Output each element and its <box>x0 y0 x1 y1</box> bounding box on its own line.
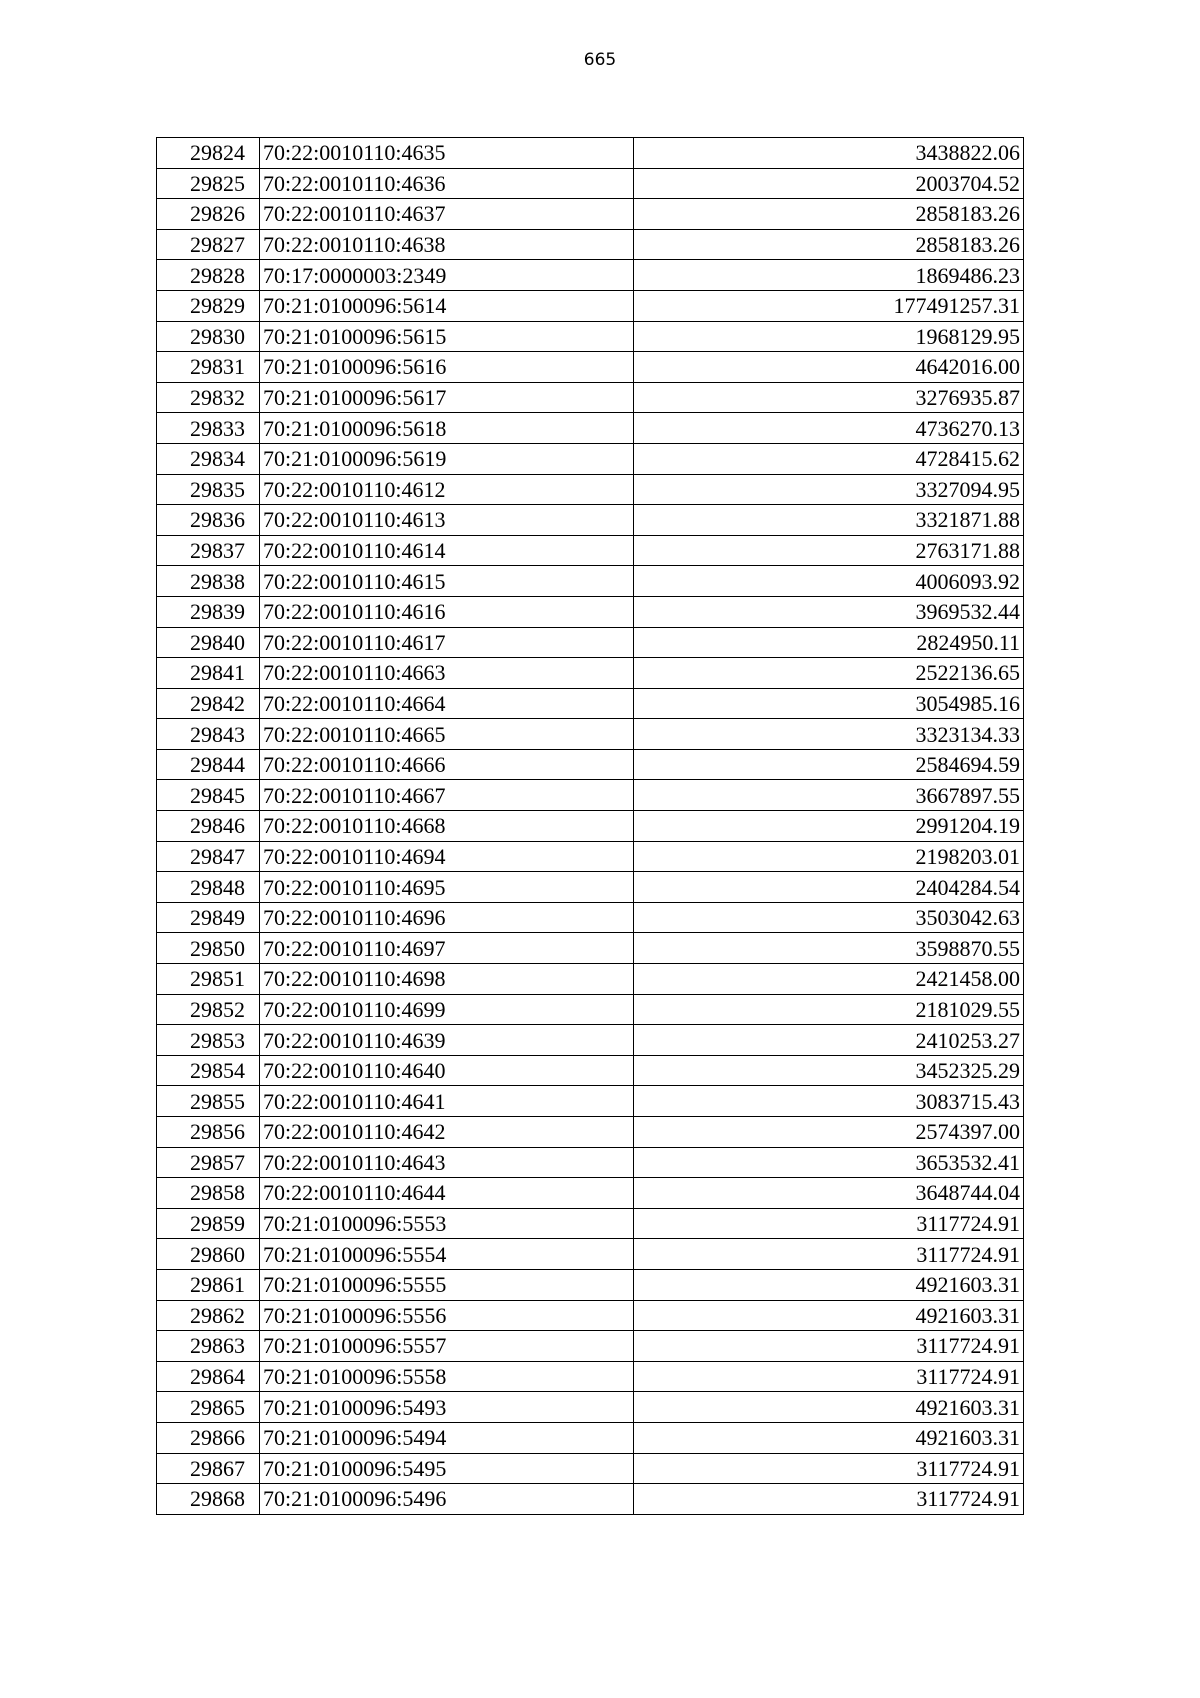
row-number-cell: 29865 <box>157 1392 260 1423</box>
cadastral-value-cell: 2522136.65 <box>634 658 1024 689</box>
table-row <box>157 260 1024 291</box>
cadastral-number-cell: 70:22:0010110:4695 <box>260 872 634 903</box>
row-number-cell: 29826 <box>157 199 260 230</box>
cadastral-value-cell: 3969532.44 <box>634 596 1024 627</box>
cadastral-number-cell: 70:21:0100096:5614 <box>260 290 634 321</box>
row-number-cell: 29833 <box>157 413 260 444</box>
cadastral-number-cell: 70:21:0100096:5618 <box>260 413 634 444</box>
row-number-cell: 29840 <box>157 627 260 658</box>
cadastral-value-cell: 3117724.91 <box>634 1453 1024 1484</box>
cadastral-number-cell: 70:22:0010110:4697 <box>260 933 634 964</box>
table-row <box>157 658 1024 689</box>
table-row <box>157 749 1024 780</box>
cadastral-value-cell: 2410253.27 <box>634 1025 1024 1056</box>
row-number-cell: 29850 <box>157 933 260 964</box>
cadastral-value-cell: 2181029.55 <box>634 994 1024 1025</box>
row-number-cell: 29854 <box>157 1055 260 1086</box>
cadastral-number-cell: 70:21:0100096:5617 <box>260 382 634 413</box>
cadastral-number-cell: 70:22:0010110:4642 <box>260 1117 634 1148</box>
row-number-cell: 29839 <box>157 596 260 627</box>
cadastral-value-cell: 4642016.00 <box>634 352 1024 383</box>
cadastral-value-cell: 2824950.11 <box>634 627 1024 658</box>
cadastral-value-cell: 4728415.62 <box>634 443 1024 474</box>
row-number-cell: 29856 <box>157 1117 260 1148</box>
cadastral-value-cell: 3667897.55 <box>634 780 1024 811</box>
cadastral-number-cell: 70:22:0010110:4663 <box>260 658 634 689</box>
row-number-cell: 29849 <box>157 902 260 933</box>
table-row <box>157 352 1024 383</box>
table-row <box>157 229 1024 260</box>
row-number-cell: 29844 <box>157 749 260 780</box>
table-row <box>157 811 1024 842</box>
cadastral-value-cell: 4006093.92 <box>634 566 1024 597</box>
cadastral-value-cell: 3327094.95 <box>634 474 1024 505</box>
cadastral-number-cell: 70:22:0010110:4640 <box>260 1055 634 1086</box>
cadastral-value-cell: 2421458.00 <box>634 964 1024 995</box>
table-row <box>157 138 1024 169</box>
row-number-cell: 29838 <box>157 566 260 597</box>
cadastral-value-cell: 4921603.31 <box>634 1269 1024 1300</box>
row-number-cell: 29841 <box>157 658 260 689</box>
row-number-cell: 29847 <box>157 841 260 872</box>
cadastral-value-cell: 177491257.31 <box>634 290 1024 321</box>
cadastral-number-cell: 70:22:0010110:4614 <box>260 535 634 566</box>
table-row <box>157 290 1024 321</box>
table-row <box>157 566 1024 597</box>
cadastral-number-cell: 70:22:0010110:4616 <box>260 596 634 627</box>
table-row <box>157 933 1024 964</box>
row-number-cell: 29852 <box>157 994 260 1025</box>
table-row <box>157 1055 1024 1086</box>
cadastral-value-cell: 4736270.13 <box>634 413 1024 444</box>
cadastral-number-cell: 70:22:0010110:4666 <box>260 749 634 780</box>
row-number-cell: 29827 <box>157 229 260 260</box>
cadastral-number-cell: 70:21:0100096:5494 <box>260 1422 634 1453</box>
cadastral-value-cell: 3117724.91 <box>634 1239 1024 1270</box>
cadastral-number-cell: 70:21:0100096:5615 <box>260 321 634 352</box>
cadastral-number-cell: 70:22:0010110:4644 <box>260 1178 634 1209</box>
table-row <box>157 1392 1024 1423</box>
cadastral-number-cell: 70:22:0010110:4694 <box>260 841 634 872</box>
cadastral-value-cell: 3117724.91 <box>634 1208 1024 1239</box>
cadastral-value-cell: 2404284.54 <box>634 872 1024 903</box>
table-row <box>157 964 1024 995</box>
cadastral-value-cell: 2858183.26 <box>634 199 1024 230</box>
cadastral-value-cell: 3648744.04 <box>634 1178 1024 1209</box>
table-row <box>157 872 1024 903</box>
table-row <box>157 902 1024 933</box>
row-number-cell: 29835 <box>157 474 260 505</box>
cadastral-value-cell: 2584694.59 <box>634 749 1024 780</box>
cadastral-number-cell: 70:22:0010110:4696 <box>260 902 634 933</box>
table-row <box>157 719 1024 750</box>
table-row <box>157 1239 1024 1270</box>
row-number-cell: 29829 <box>157 290 260 321</box>
table-row <box>157 1300 1024 1331</box>
row-number-cell: 29862 <box>157 1300 260 1331</box>
row-number-cell: 29866 <box>157 1422 260 1453</box>
table-row <box>157 321 1024 352</box>
cadastral-value-cell: 3323134.33 <box>634 719 1024 750</box>
cadastral-value-cell: 3503042.63 <box>634 902 1024 933</box>
cadastral-number-cell: 70:21:0100096:5619 <box>260 443 634 474</box>
cadastral-number-cell: 70:21:0100096:5495 <box>260 1453 634 1484</box>
table-row <box>157 780 1024 811</box>
cadastral-value-cell: 3083715.43 <box>634 1086 1024 1117</box>
row-number-cell: 29861 <box>157 1269 260 1300</box>
cadastral-number-cell: 70:22:0010110:4665 <box>260 719 634 750</box>
cadastral-number-cell: 70:17:0000003:2349 <box>260 260 634 291</box>
row-number-cell: 29843 <box>157 719 260 750</box>
cadastral-number-cell: 70:21:0100096:5553 <box>260 1208 634 1239</box>
table-row <box>157 413 1024 444</box>
cadastral-value-cell: 2991204.19 <box>634 811 1024 842</box>
row-number-cell: 29830 <box>157 321 260 352</box>
cadastral-value-cell: 3653532.41 <box>634 1147 1024 1178</box>
row-number-cell: 29864 <box>157 1361 260 1392</box>
table-row <box>157 1422 1024 1453</box>
cadastral-value-cell: 2574397.00 <box>634 1117 1024 1148</box>
row-number-cell: 29848 <box>157 872 260 903</box>
row-number-cell: 29857 <box>157 1147 260 1178</box>
cadastral-number-cell: 70:22:0010110:4667 <box>260 780 634 811</box>
cadastral-number-cell: 70:22:0010110:4612 <box>260 474 634 505</box>
cadastral-value-cell: 1869486.23 <box>634 260 1024 291</box>
row-number-cell: 29831 <box>157 352 260 383</box>
row-number-cell: 29842 <box>157 688 260 719</box>
row-number-cell: 29858 <box>157 1178 260 1209</box>
cadastral-number-cell: 70:22:0010110:4635 <box>260 138 634 169</box>
cadastral-value-cell: 3438822.06 <box>634 138 1024 169</box>
cadastral-number-cell: 70:22:0010110:4664 <box>260 688 634 719</box>
cadastral-number-cell: 70:22:0010110:4617 <box>260 627 634 658</box>
cadastral-number-cell: 70:21:0100096:5493 <box>260 1392 634 1423</box>
cadastral-value-cell: 2763171.88 <box>634 535 1024 566</box>
row-number-cell: 29834 <box>157 443 260 474</box>
row-number-cell: 29859 <box>157 1208 260 1239</box>
cadastral-value-cell: 3321871.88 <box>634 505 1024 536</box>
table-row <box>157 1208 1024 1239</box>
cadastral-value-cell: 4921603.31 <box>634 1300 1024 1331</box>
cadastral-number-cell: 70:22:0010110:4615 <box>260 566 634 597</box>
cadastral-value-cell: 4921603.31 <box>634 1392 1024 1423</box>
row-number-cell: 29825 <box>157 168 260 199</box>
cadastral-number-cell: 70:22:0010110:4638 <box>260 229 634 260</box>
cadastral-number-cell: 70:22:0010110:4699 <box>260 994 634 1025</box>
table-row <box>157 1086 1024 1117</box>
row-number-cell: 29863 <box>157 1331 260 1362</box>
page-number: 665 <box>583 50 617 70</box>
cadastral-value-cell: 2003704.52 <box>634 168 1024 199</box>
cadastral-value-cell: 3598870.55 <box>634 933 1024 964</box>
cadastral-value-cell: 3117724.91 <box>634 1331 1024 1362</box>
cadastral-number-cell: 70:22:0010110:4639 <box>260 1025 634 1056</box>
row-number-cell: 29851 <box>157 964 260 995</box>
cadastral-number-cell: 70:21:0100096:5556 <box>260 1300 634 1331</box>
cadastral-number-cell: 70:22:0010110:4641 <box>260 1086 634 1117</box>
row-number-cell: 29855 <box>157 1086 260 1117</box>
cadastral-number-cell: 70:22:0010110:4698 <box>260 964 634 995</box>
cadastral-value-table <box>156 137 1024 1515</box>
cadastral-number-cell: 70:22:0010110:4636 <box>260 168 634 199</box>
row-number-cell: 29860 <box>157 1239 260 1270</box>
table-row <box>157 535 1024 566</box>
row-number-cell: 29868 <box>157 1484 260 1515</box>
cadastral-number-cell: 70:21:0100096:5554 <box>260 1239 634 1270</box>
row-number-cell: 29832 <box>157 382 260 413</box>
cadastral-value-cell: 3276935.87 <box>634 382 1024 413</box>
cadastral-value-cell: 1968129.95 <box>634 321 1024 352</box>
table-row <box>157 596 1024 627</box>
cadastral-number-cell: 70:22:0010110:4613 <box>260 505 634 536</box>
cadastral-value-cell: 3117724.91 <box>634 1361 1024 1392</box>
table-row <box>157 688 1024 719</box>
cadastral-number-cell: 70:22:0010110:4637 <box>260 199 634 230</box>
table-row <box>157 1025 1024 1056</box>
table-row <box>157 1117 1024 1148</box>
table-row <box>157 199 1024 230</box>
table-row <box>157 841 1024 872</box>
table-row <box>157 627 1024 658</box>
cadastral-number-cell: 70:21:0100096:5496 <box>260 1484 634 1515</box>
row-number-cell: 29846 <box>157 811 260 842</box>
cadastral-value-cell: 3452325.29 <box>634 1055 1024 1086</box>
table-row <box>157 1147 1024 1178</box>
row-number-cell: 29828 <box>157 260 260 291</box>
table-row <box>157 1453 1024 1484</box>
cadastral-value-cell: 3117724.91 <box>634 1484 1024 1515</box>
table-row <box>157 994 1024 1025</box>
row-number-cell: 29845 <box>157 780 260 811</box>
row-number-cell: 29824 <box>157 138 260 169</box>
row-number-cell: 29867 <box>157 1453 260 1484</box>
table-row <box>157 1269 1024 1300</box>
cadastral-value-cell: 4921603.31 <box>634 1422 1024 1453</box>
cadastral-number-cell: 70:21:0100096:5616 <box>260 352 634 383</box>
cadastral-number-cell: 70:21:0100096:5558 <box>260 1361 634 1392</box>
cadastral-number-cell: 70:21:0100096:5557 <box>260 1331 634 1362</box>
table-row <box>157 1178 1024 1209</box>
row-number-cell: 29836 <box>157 505 260 536</box>
row-number-cell: 29853 <box>157 1025 260 1056</box>
table-row <box>157 474 1024 505</box>
table-body <box>157 138 1024 1515</box>
table-row <box>157 1484 1024 1515</box>
table-row <box>157 505 1024 536</box>
row-number-cell: 29837 <box>157 535 260 566</box>
cadastral-number-cell: 70:21:0100096:5555 <box>260 1269 634 1300</box>
cadastral-value-cell: 3054985.16 <box>634 688 1024 719</box>
cadastral-number-cell: 70:22:0010110:4643 <box>260 1147 634 1178</box>
cadastral-number-cell: 70:22:0010110:4668 <box>260 811 634 842</box>
table-row <box>157 443 1024 474</box>
cadastral-value-cell: 2858183.26 <box>634 229 1024 260</box>
table-row <box>157 1361 1024 1392</box>
cadastral-value-cell: 2198203.01 <box>634 841 1024 872</box>
table-row <box>157 382 1024 413</box>
table-row <box>157 168 1024 199</box>
table-row <box>157 1331 1024 1362</box>
